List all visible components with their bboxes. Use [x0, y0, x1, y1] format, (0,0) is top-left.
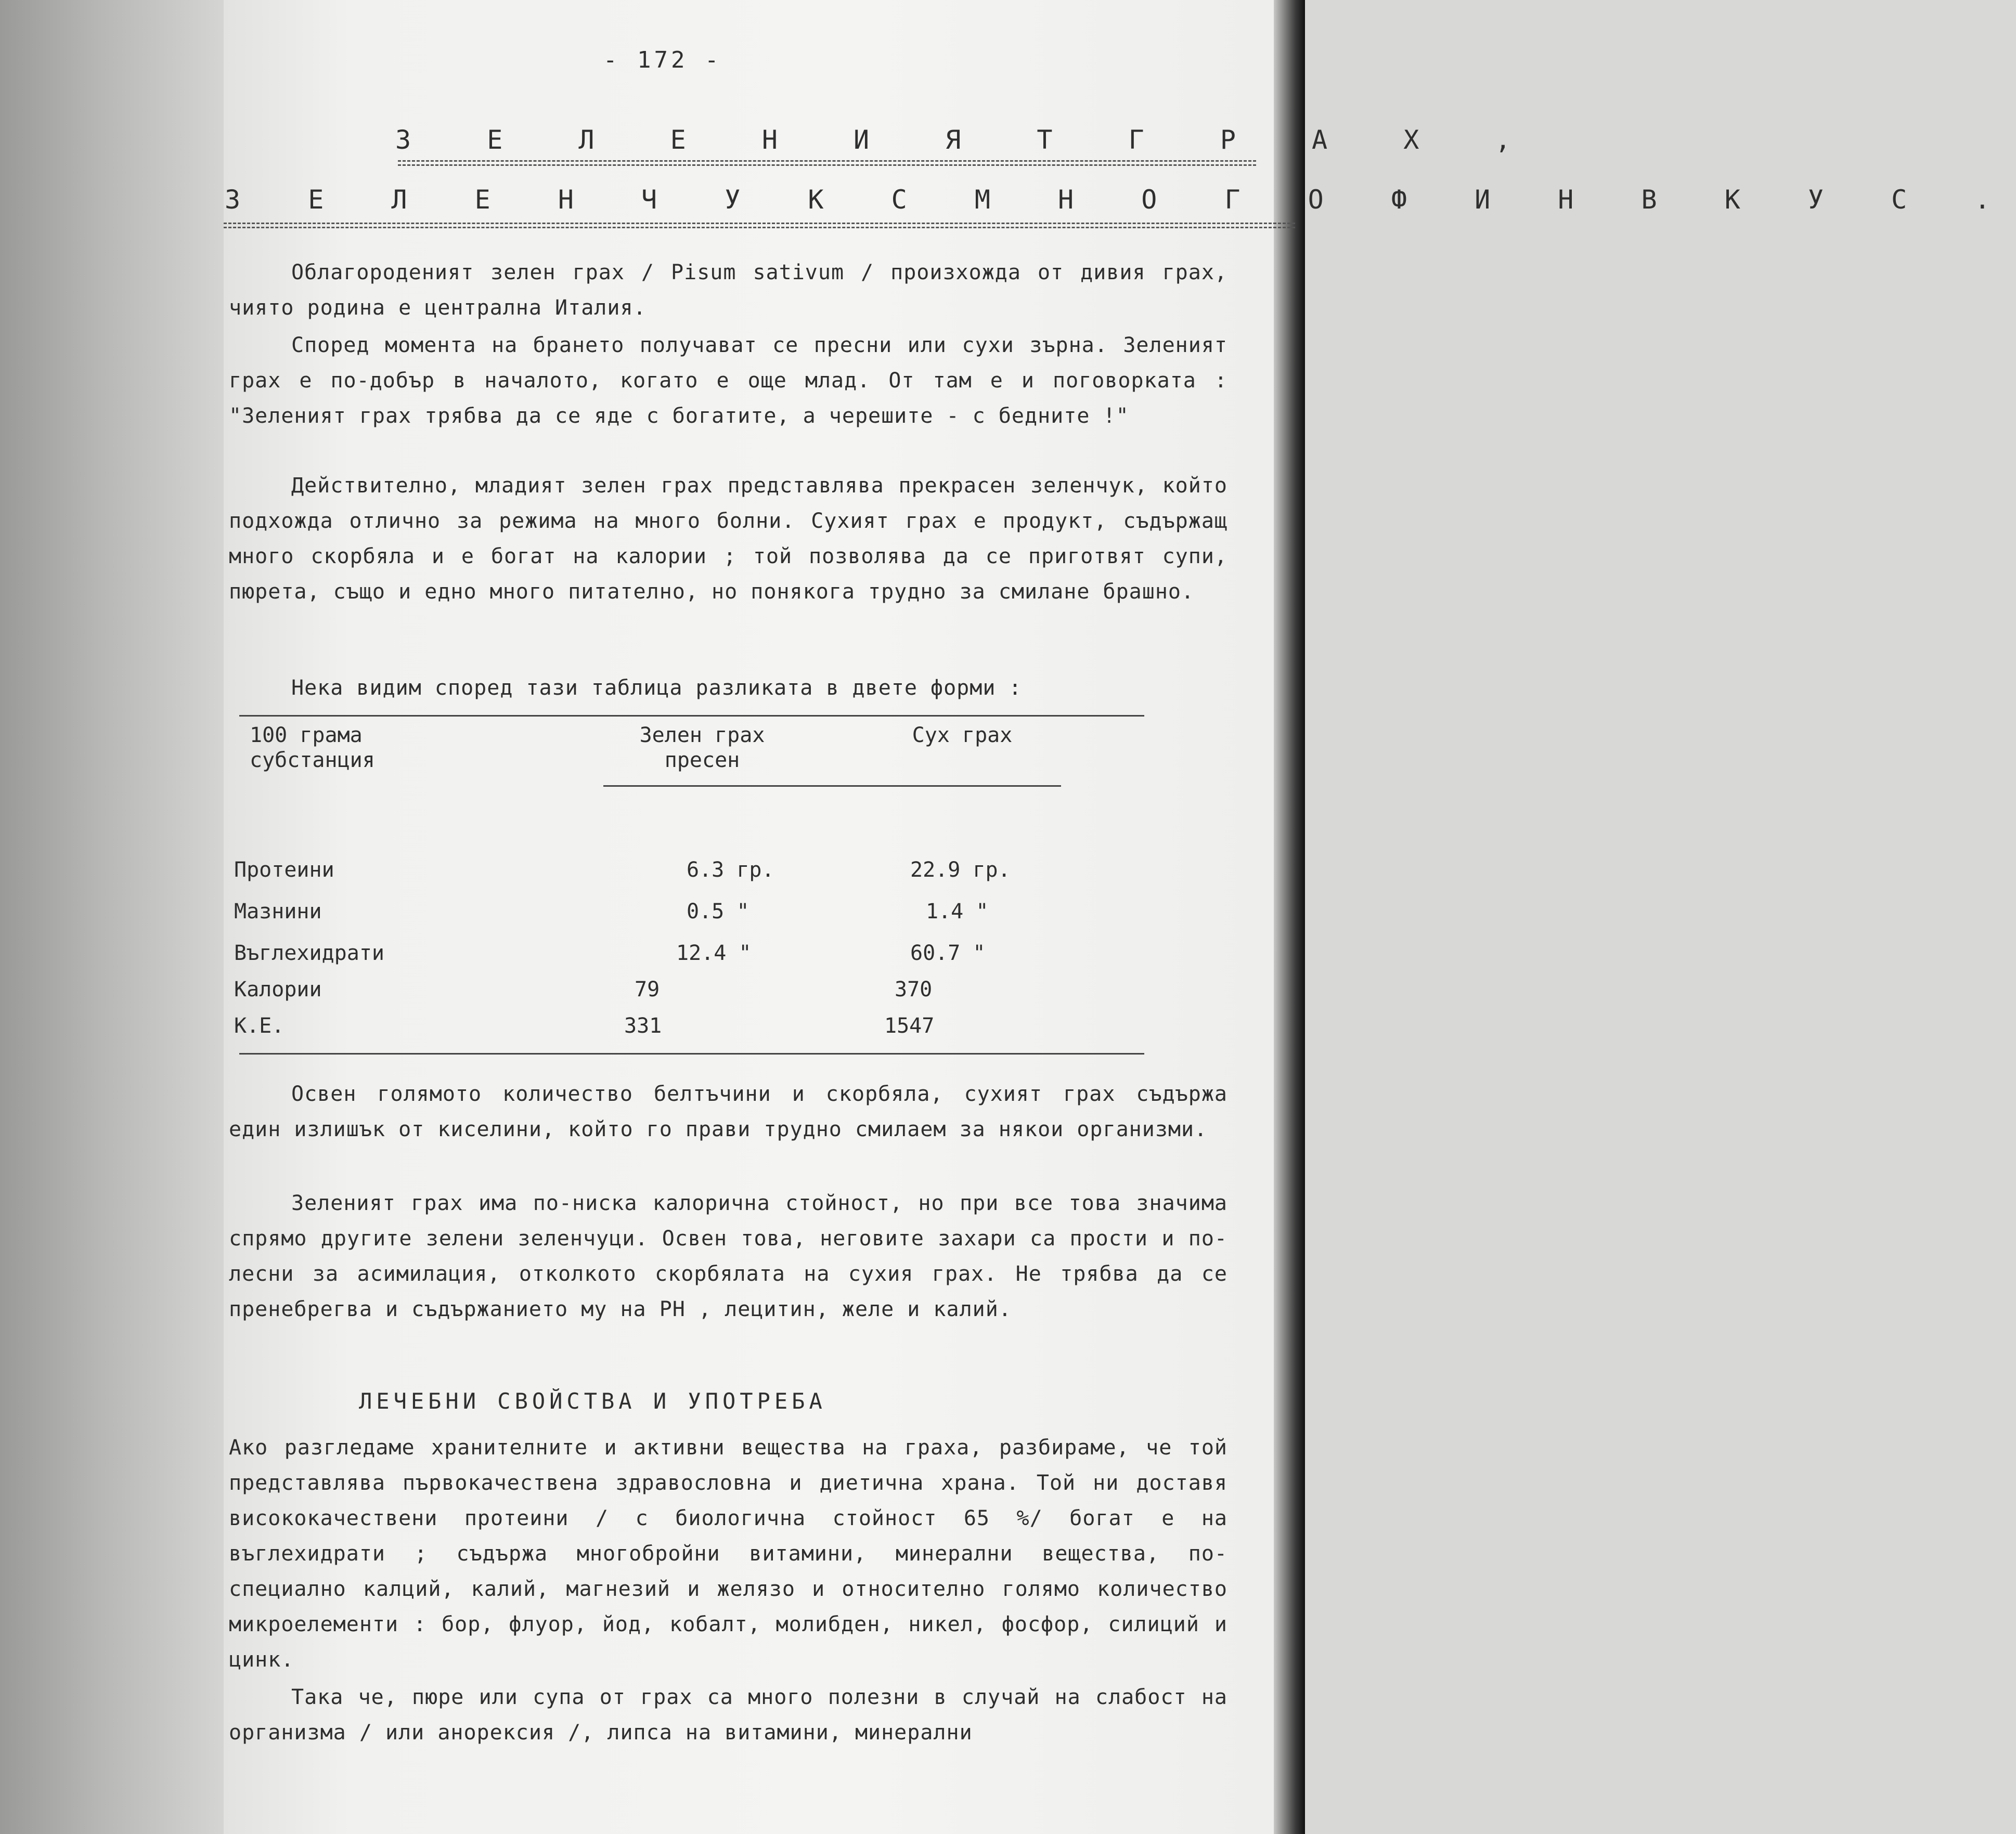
- table-row-name: Протеини: [234, 858, 334, 882]
- section-heading: ЛЕЧЕБНИ СВОЙСТВА И УПОТРЕБА: [359, 1388, 826, 1414]
- table-header-dry: Сух грах: [912, 723, 1013, 747]
- table-cell-dry: 60.7 ": [910, 941, 986, 965]
- paragraph-5: Зеленият грах има по-ниска калорична стойност, но при все това значима спрямо другите зелени зеленчуци. Освен това, неговите захари са прости и по-лесни за асимилация, отколкото скорбялата на сухия грах. Не трябва да се пренебрегва и съдържанието му на РН , лецитин, желе и калий.: [229, 1191, 1227, 1321]
- paragraph-4: Освен голямото количество белтъчини и скорбяла, сухият грах съдържа един излишък от киселини, който го прави трудно смилаем за някои организми.: [229, 1082, 1227, 1141]
- table-cell-fresh: 12.4 ": [676, 941, 752, 965]
- scan-right-edge: [1274, 0, 1305, 1834]
- table-cell-fresh: 6.3 гр.: [687, 858, 774, 882]
- table-cell-dry: 22.9 гр.: [910, 858, 1011, 882]
- title-underline-2: [224, 223, 1295, 228]
- table-row-name: Въглехидрати: [234, 941, 384, 965]
- table-cell-dry: 370: [895, 978, 933, 1001]
- table-cell-fresh: 79: [635, 978, 660, 1001]
- paragraph-2: Според момента на брането получават се пресни или сухи зърна. Зеленият грах е по-добър в началото, когато е още млад. От там е и поговорката : "Зеленият грах трябва да се яде с богатите, а черешите - с бедните !": [229, 333, 1227, 428]
- table-header-fresh: Зелен грах пресен: [639, 723, 765, 772]
- table-top-rule: [239, 715, 1144, 717]
- table-bottom-rule: [239, 1053, 1144, 1055]
- table-row-name: Мазнини: [234, 900, 322, 923]
- paragraph-3: Действително, младият зелен грах представлява прекрасен зеленчук, който подхожда отлично за режима на много болни. Сухият грах е продукт, съдържащ много скорбяла и е богат на калории ; той позволява да се приготвят супи, пюрета, също и едно много питателно, но понякога трудно за смилане брашно.: [229, 474, 1227, 604]
- paragraph-7: Така че, пюре или супа от грах са много полезни в случай на слабост на организма / или анорексия /, липса на витамини, минерални: [229, 1685, 1227, 1745]
- paragraph-6: Ако разгледаме хранителните и активни вещества на граха, разбираме, че той представлява първокачествена здравословна и диетична храна. Той ни доставя висококачествени протеини / с биологична стойност 65 %/ богат е на въглехидрати ; съдържа многобройни витамини, минерални вещества, по-специално калций, калий, магнезий и желязо и относително голямо количество микроелементи : бор, флуор, йод, кобалт, молибден, никел, фосфор, силиций и цинк.: [229, 1436, 1227, 1672]
- title-underline-1: [398, 160, 1256, 166]
- table-row-name: К.Е.: [234, 1014, 285, 1038]
- table-cell-dry: 1547: [884, 1014, 935, 1038]
- table-cell-dry: 1.4 ": [926, 900, 989, 923]
- table-header-substance: 100 грама субстанция: [250, 723, 375, 772]
- table-header-rule: [603, 785, 1061, 787]
- table-row-name: Калории: [234, 978, 322, 1001]
- page-number: - 172 -: [603, 47, 722, 73]
- scan-left-shadow: [0, 0, 229, 1834]
- table-cell-fresh: 0.5 ": [687, 900, 749, 923]
- paragraph-1: Облагороденият зелен грах / Pisum sativum / произхожда от дивия грах, чиято родина е централна Италия.: [229, 261, 1227, 320]
- title-line-1: З Е Л Е Н И Я Т Г Р А Х ,: [395, 125, 1541, 155]
- title-line-2: З Е Л Е Н Ч У К С М Н О Г О Ф И Н В К У С .: [225, 185, 2016, 215]
- table-cell-fresh: 331: [624, 1014, 662, 1038]
- table-intro: Нека видим според тази таблица разликата в двете форми :: [291, 676, 1022, 700]
